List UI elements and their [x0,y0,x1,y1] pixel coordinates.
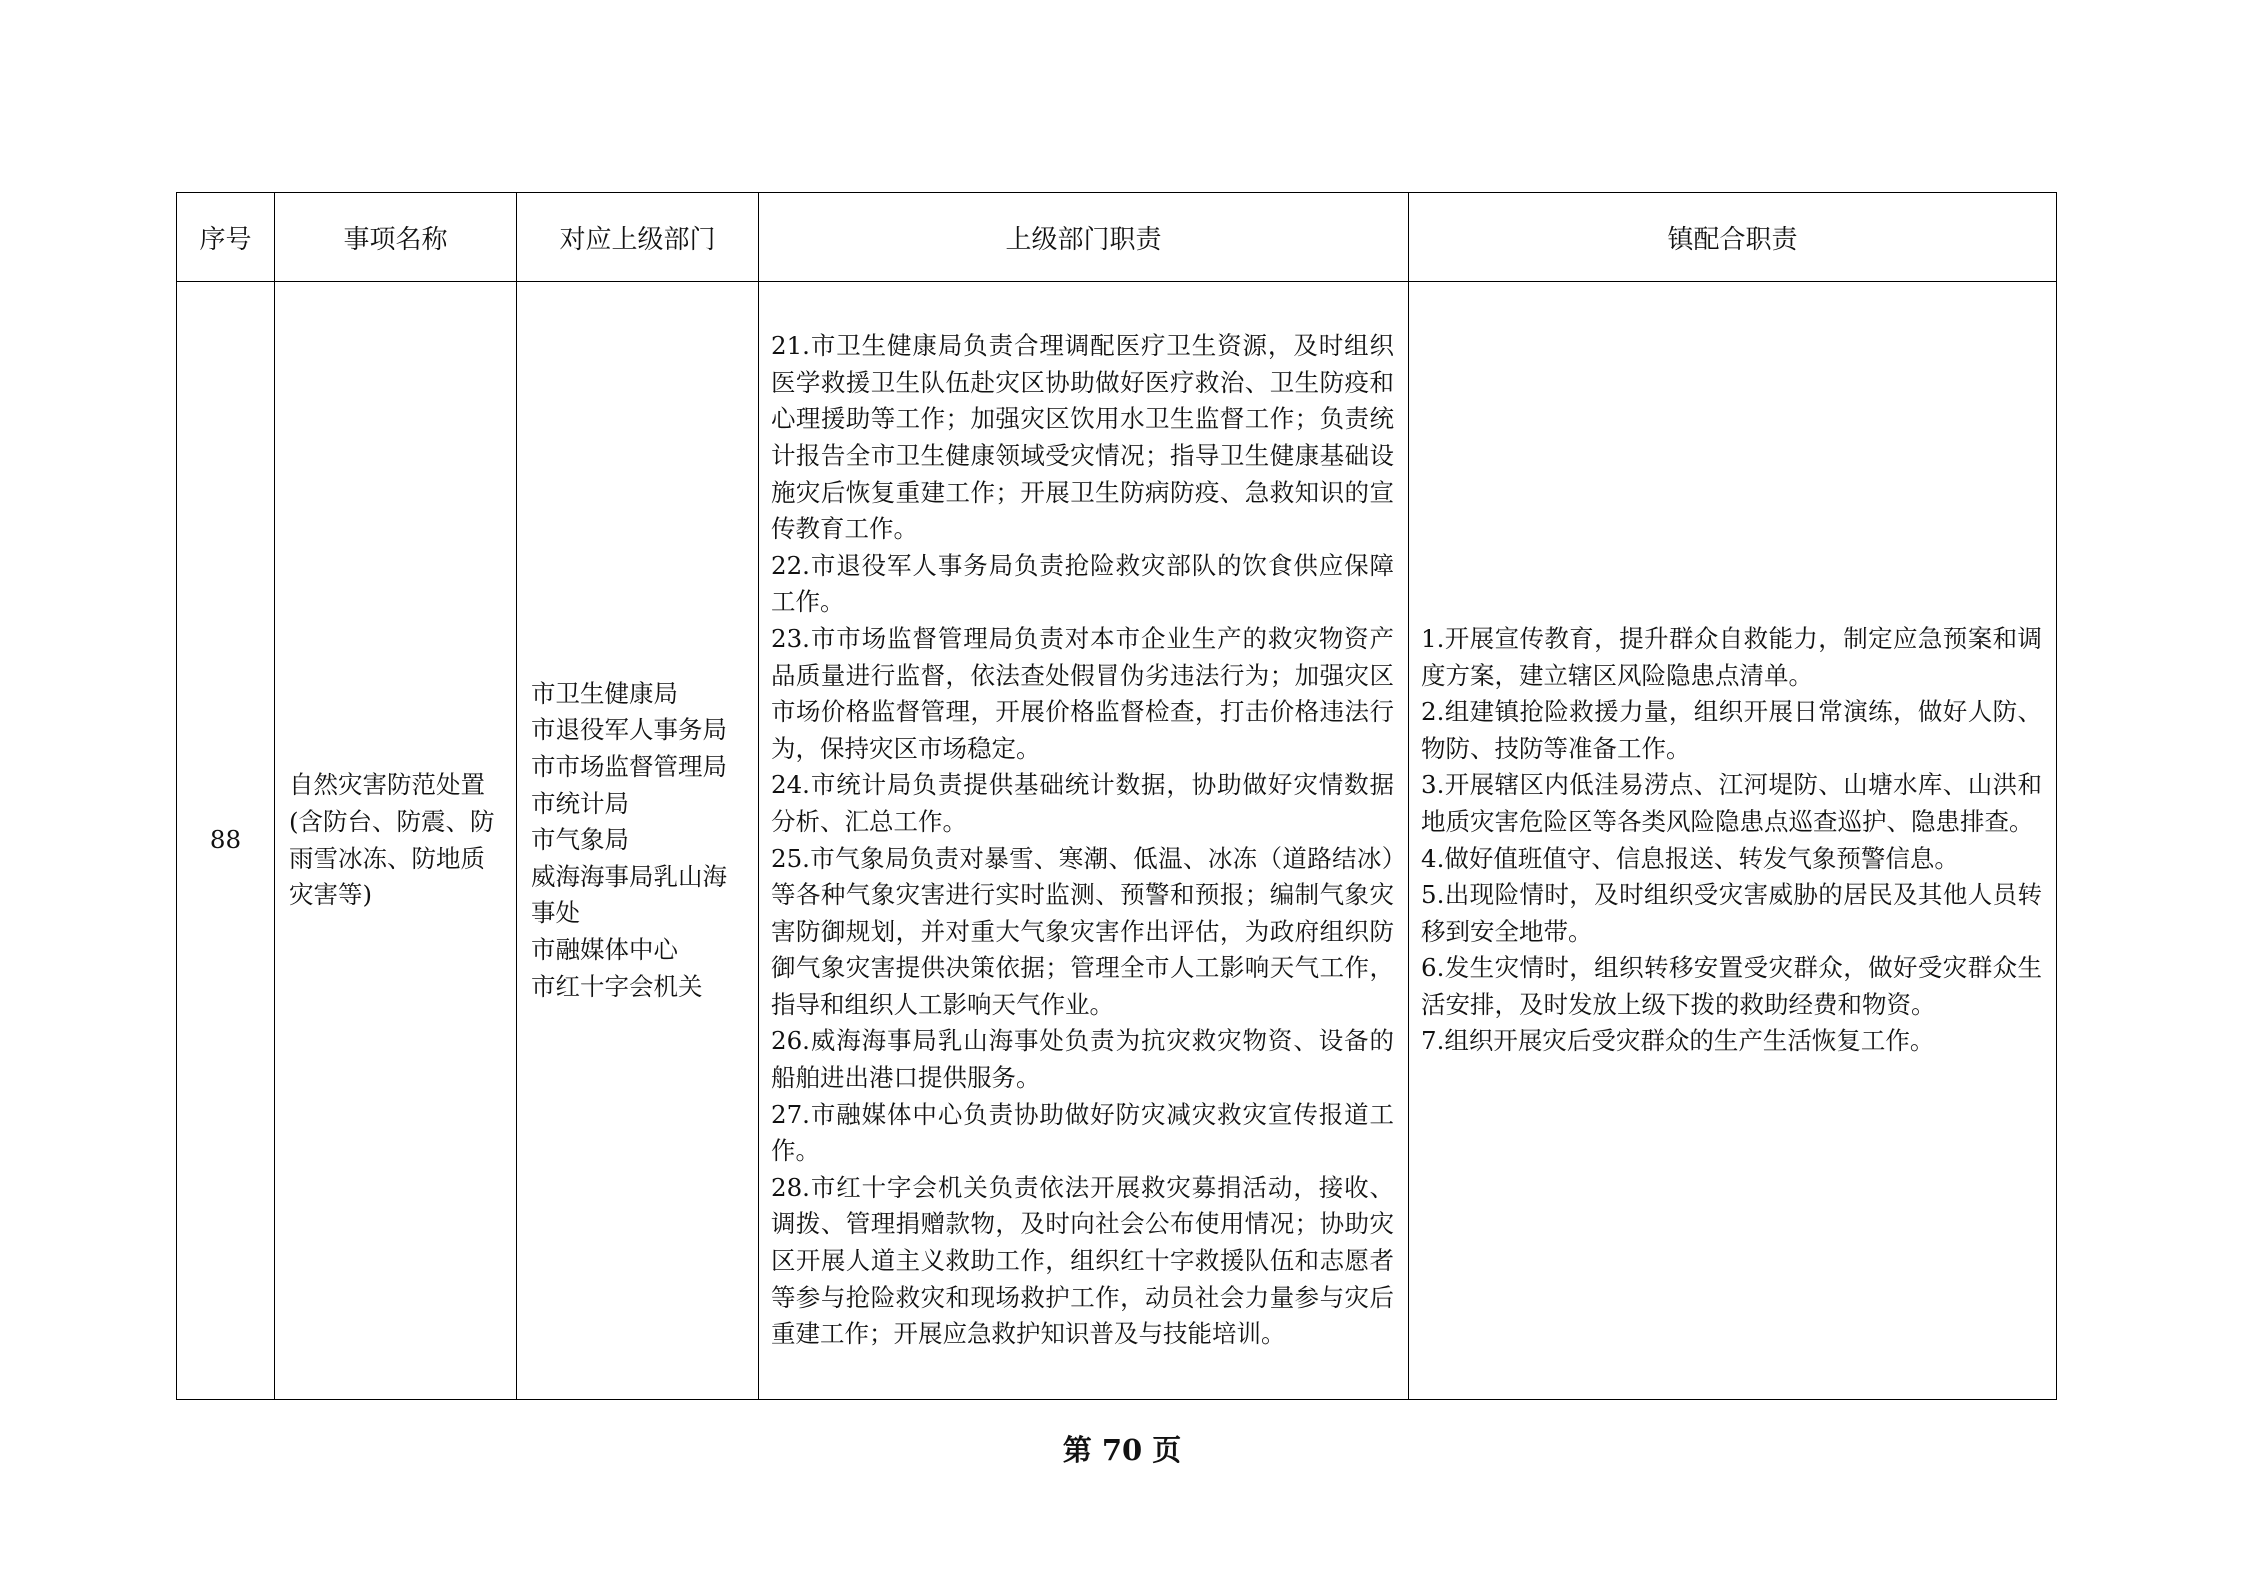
table-row [177,282,2057,1400]
department-item: 市统计局 [531,788,629,818]
upper-duty-item: 25.市气象局负责对暴雪、寒潮、低温、冰冻（道路结冰）等各种气象灾害进行实时监测、预警和预报；编制气象灾害防御规划，并对重大气象灾害作出评估，为政府组织防御气象灾害提供决策依据；管理全市人工影响天气工作，指导和组织人工影响天气作业。 [771,843,1394,1019]
upper-duty-item: 27.市融媒体中心负责协助做好防灾减灾救灾宣传报道工作。 [771,1099,1394,1166]
header-seq: 序号 [177,193,275,282]
upper-duty-item: 28.市红十字会机关负责依法开展救灾募捐活动，接收、调拨、管理捐赠款物，及时向社会公布使用情况；协助灾区开展人道主义救助工作，组织红十字救援队伍和志愿者等参与抢险救灾和现场救护工作，动员社会力量参与灾后重建工作；开展应急救护知识普及与技能培训。 [771,1172,1394,1349]
department-item: 市气象局 [531,825,629,855]
upper-duty-item: 21.市卫生健康局负责合理调配医疗卫生资源，及时组织医学救援卫生队伍赴灾区协助做好医疗救治、卫生防疫和心理援助等工作；加强灾区饮用水卫生监督工作；负责统计报告全市卫生健康领域受灾情况；指导卫生健康基础设施灾后恢复重建工作；开展卫生防病防疫、急救知识的宣传教育工作。 [771,331,1394,544]
upper-duty-item: 23.市市场监督管理局负责对本市企业生产的救灾物资产品质量进行监督，依法查处假冒伪劣违法行为；加强灾区市场价格监督管理，开展价格监督检查，打击价格违法行为，保持灾区市场稳定。 [771,623,1394,763]
page-number: 第 70 页 [1062,1433,1182,1467]
header-upper-duties: 上级部门职责 [759,193,1409,282]
department-item: 市退役军人事务局 [531,715,727,745]
row-seq: 88 [177,282,275,1400]
row-item-name: 自然灾害防范处置(含防台、防震、防雨雪冰冻、防地质灾害等) [275,282,517,1400]
town-duty-item: 4.做好值班值守、信息报送、转发气象预警信息。 [1421,843,1959,873]
department-item: 市市场监督管理局 [531,752,727,782]
table-header-row [177,193,2057,282]
department-item: 市红十字会机关 [531,971,703,1001]
upper-duty-item: 22.市退役军人事务局负责抢险救灾部队的饮食供应保障工作。 [771,550,1394,617]
department-item: 市卫生健康局 [531,678,678,708]
town-duty-item: 7.组织开展灾后受灾群众的生产生活恢复工作。 [1421,1026,1935,1056]
department-item: 市融媒体中心 [531,934,678,964]
row-departments [517,282,759,1400]
upper-duty-item: 26.威海海事局乳山海事处负责为抗灾救灾物资、设备的船舶进出港口提供服务。 [771,1026,1394,1093]
header-town-duties: 镇配合职责 [1409,193,2057,282]
responsibility-table [176,192,2057,1400]
town-duty-item: 2.组建镇抢险救援力量，组织开展日常演练，做好人防、物防、技防等准备工作。 [1421,697,2042,763]
department-item: 威海海事局乳山海事处 [531,861,727,928]
town-duty-item: 6.发生灾情时，组织转移安置受灾群众，做好受灾群众生活安排，及时发放上级下拨的救助经费和物资。 [1421,953,2042,1019]
header-item-name: 事项名称 [275,193,517,282]
town-duty-item: 1.开展宣传教育，提升群众自救能力，制定应急预案和调度方案，建立辖区风险隐患点清单。 [1421,623,2042,690]
town-duty-item: 3.开展辖区内低洼易涝点、江河堤防、山塘水库、山洪和地质灾害危险区等各类风险隐患点巡查巡护、隐患排查。 [1421,770,2042,836]
header-department: 对应上级部门 [517,193,759,282]
upper-duty-item: 24.市统计局负责提供基础统计数据，协助做好灾情数据分析、汇总工作。 [771,770,1394,836]
row-upper-duties [759,282,1409,1400]
town-duty-item: 5.出现险情时，及时组织受灾害威胁的居民及其他人员转移到安全地带。 [1421,880,2042,946]
row-town-duties [1409,282,2057,1400]
